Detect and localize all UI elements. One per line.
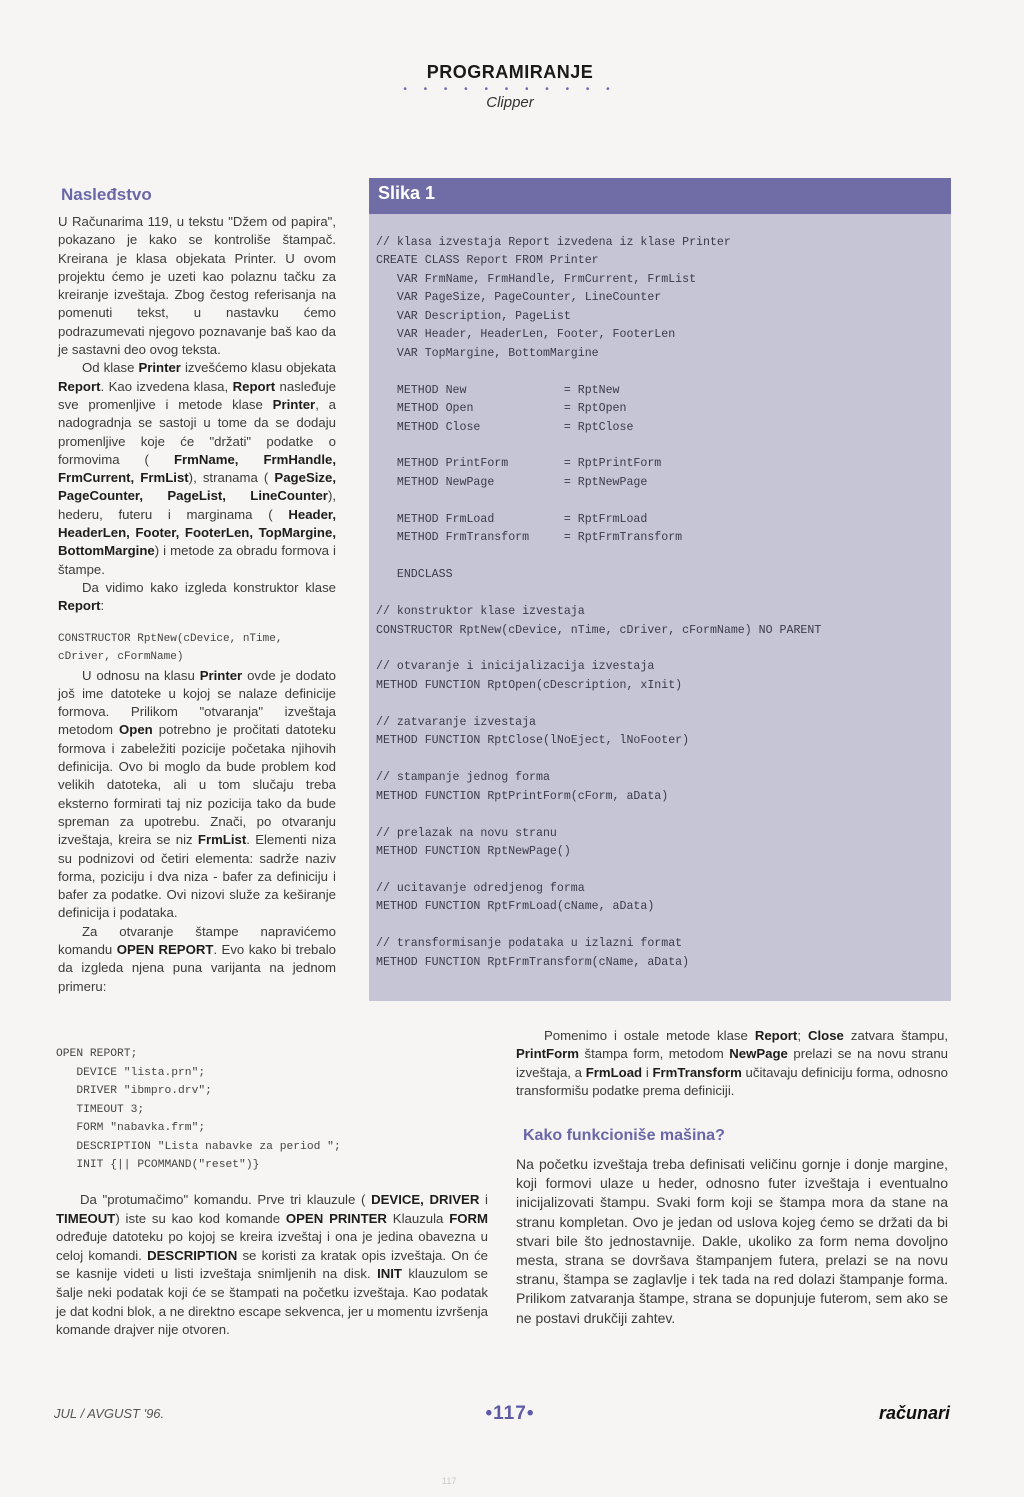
figure-header-bar	[369, 178, 951, 214]
heading-nasledstvo: Nasleđstvo	[61, 185, 152, 204]
paragraph-6: Da "protumačimo" komandu. Prve tri klauzule ( DEVICE, DRIVER i TIMEOUT) iste su kao kod komande OPEN PRINTER Klauzula FORM određuje datoteku po kojoj se kreira izveštaj i ona je jedina obavezna u celoj komandi. DESCRIPTION se koristi za kratak opis izveštaja. On će se kasnije videti u listi izveštaja snimljenih na disk. INIT klauzulom se šalje neki podatak koji će se štampati na početku izveštaja. Kao podatak je dat kodni blok, a ne direktno escape sekvenca, jer u momentu izvršenja komande drajver nije otvoren.	[56, 1192, 489, 1338]
constructor-code: CONSTRUCTOR RptNew(cDevice, nTime, cDriver, cFormName)	[58, 632, 283, 664]
right-column-text	[516, 1027, 948, 1100]
paragraph-8: Na početku izveštaja treba definisati veličinu gornje i donje margine, koji formovi ulaze u heder, odnosno futer izveštaja i eventualno inicijalizovati štampu. Svaki form koji se štampa mora da stane na stranu kompletan. Ovo je jedan od uslova kojeg ćemo se držati da bi stvari bile što jednostavnije. Dakle, ukoliko za form nema dovoljno mesta, strana se dovršava štampanjem futera, prelazi se na novu stranu, štampa se zaglavlje i tek tada na red dolazi štampanje forma. Prilikom zatvaranja štampe, strana se dopunjuje futerom, sem ako se ne postavi drukčiji zahtev.	[516, 1156, 948, 1326]
bottom-left-text	[56, 1191, 488, 1340]
open-report-code: OPEN REPORT; DEVICE "lista.prn"; DRIVER "ibmpro.drv"; TIMEOUT 3; FORM "nabavka.frm"; DESCRIPTION "Lista nabavke za period "; INIT {|| PCOMMAND("reset")}	[56, 1048, 341, 1171]
paragraph-4: U odnosu na klasu Printer ovde je dodato još ime datoteke u kojoj se nalaze definicije formova. Prilikom "otvaranja" izveštaja metodom Open potrebno je pročitati datoteku formova i zabeležiti pozicije početaka njihovih definicija. Ovo bi moglo da bude problem kod velikih datoteka, ali u tom slučaju treba eksterno formirati taj niz pozicija tako da bude spreman za upotrebu. Znači, po otvaranju izveštaja, kreira se niz FrmList. Elementi niza su podnizovi od četiri elementa: sadrže naziv forma, poziciju i dva niza - bafer za definiciju i bafer za podatke. Ovi nizovi služe za keširanje definicija i podataka.	[58, 667, 337, 921]
footer-issue: JUL / AVGUST '96.	[54, 1406, 165, 1421]
paragraph-7: Pomenimo i ostale metode klase Report; Close zatvara štampu, PrintForm štampa form, metodom NewPage prelazi se na novu stranu izveštaja, a FrmLoad i FrmTransform učitavaju definiciju forma, odnosno transformišu podatke prema definiciji.	[516, 1028, 949, 1098]
section-dots: • • • • • • • • • • •	[403, 84, 617, 95]
page-number: •117•	[485, 1403, 535, 1424]
figure-title: Slika 1	[378, 183, 436, 203]
paragraph-5: Za otvaranje štampe napravićemo komandu OPEN REPORT. Evo kako bi trebalo da izgleda njena puna varijanta na jednom primeru:	[58, 923, 336, 994]
section-title: PROGRAMIRANJE	[426, 62, 594, 82]
left-column-text	[58, 213, 336, 996]
right-column-text-2	[516, 1155, 948, 1328]
magazine-name: računari	[878, 1403, 950, 1423]
paragraph-2: Od klase Printer izvešćemo klasu objekata Report. Kao izvedena klasa, Report nasleđuje sve promenljive i metode klase Printer, a nadogradnja se sastoji u tome da se dodaju promenljive koje će "držati" podatke o formovima ( FrmName, FrmHandle, FrmCurrent, FrmList), stranama ( PageSize, PageCounter, PageList, LineCounter), hederu, futeru i marginama ( Header, HeaderLen, Footer, FooterLen, TopMargine, BottomMargine) i metode za obradu formova i štampe.	[58, 360, 337, 577]
bottom-page-mark: 117	[442, 1476, 457, 1486]
figure-code: // klasa izvestaja Report izvedena iz klase Printer CREATE CLASS Report FROM Printer VAR FrmName, FrmHandle, FrmCurrent, FrmList VAR PageSize, PageCounter, LineCounter VAR Description, PageList VAR Header, HeaderLen, Footer, FooterLen VAR TopMargine, BottomMargine METHOD New = RptNew METHOD Open = RptOpen METHOD Close = RptClose METHOD PrintForm = RptPrintForm METHOD NewPage = RptNewPage METHOD FrmLoad = RptFrmLoad METHOD FrmTransform = RptFrmTransform ENDCLASS // konstruktor klase izvestaja CONSTRUCTOR RptNew(cDevice, nTime, cDriver, cFormName) NO PARENT // otvaranje i inicijalizacija izvestaja METHOD FUNCTION RptOpen(cDescription, xInit) // zatvaranje izvestaja METHOD FUNCTION RptClose(lNoEject, lNoFooter) // stampanje jednog forma METHOD FUNCTION RptPrintForm(cForm, aData) // prelazak na novu stranu METHOD FUNCTION RptNewPage() // ucitavanje odredjenog forma METHOD FUNCTION RptFrmLoad(cName, aData) // transformisanje podataka u izlazni format METHOD FUNCTION RptFrmTransform(cName, aData)	[376, 236, 822, 969]
paragraph-3: Da vidimo kako izgleda konstruktor klase Report:	[58, 579, 336, 614]
section-subtitle: Clipper	[486, 94, 534, 111]
paragraph-1: U Računarima 119, u tekstu "Džem od papira", pokazano je kako se kontroliše štampač. Kreirana je klasa objekata Printer. U ovom projektu ćemo je uzeti kao polaznu tačku za kreiranje izveštaja. Zbog čestog referisanja na pomenuti tekst, u nastavku ćemo podrazumevati njegovo poznavanje baš kao da je sastavni deo ovog teksta.	[58, 214, 336, 358]
heading-kako-funkcionise: Kako funkcioniše mašina?	[523, 1127, 725, 1144]
